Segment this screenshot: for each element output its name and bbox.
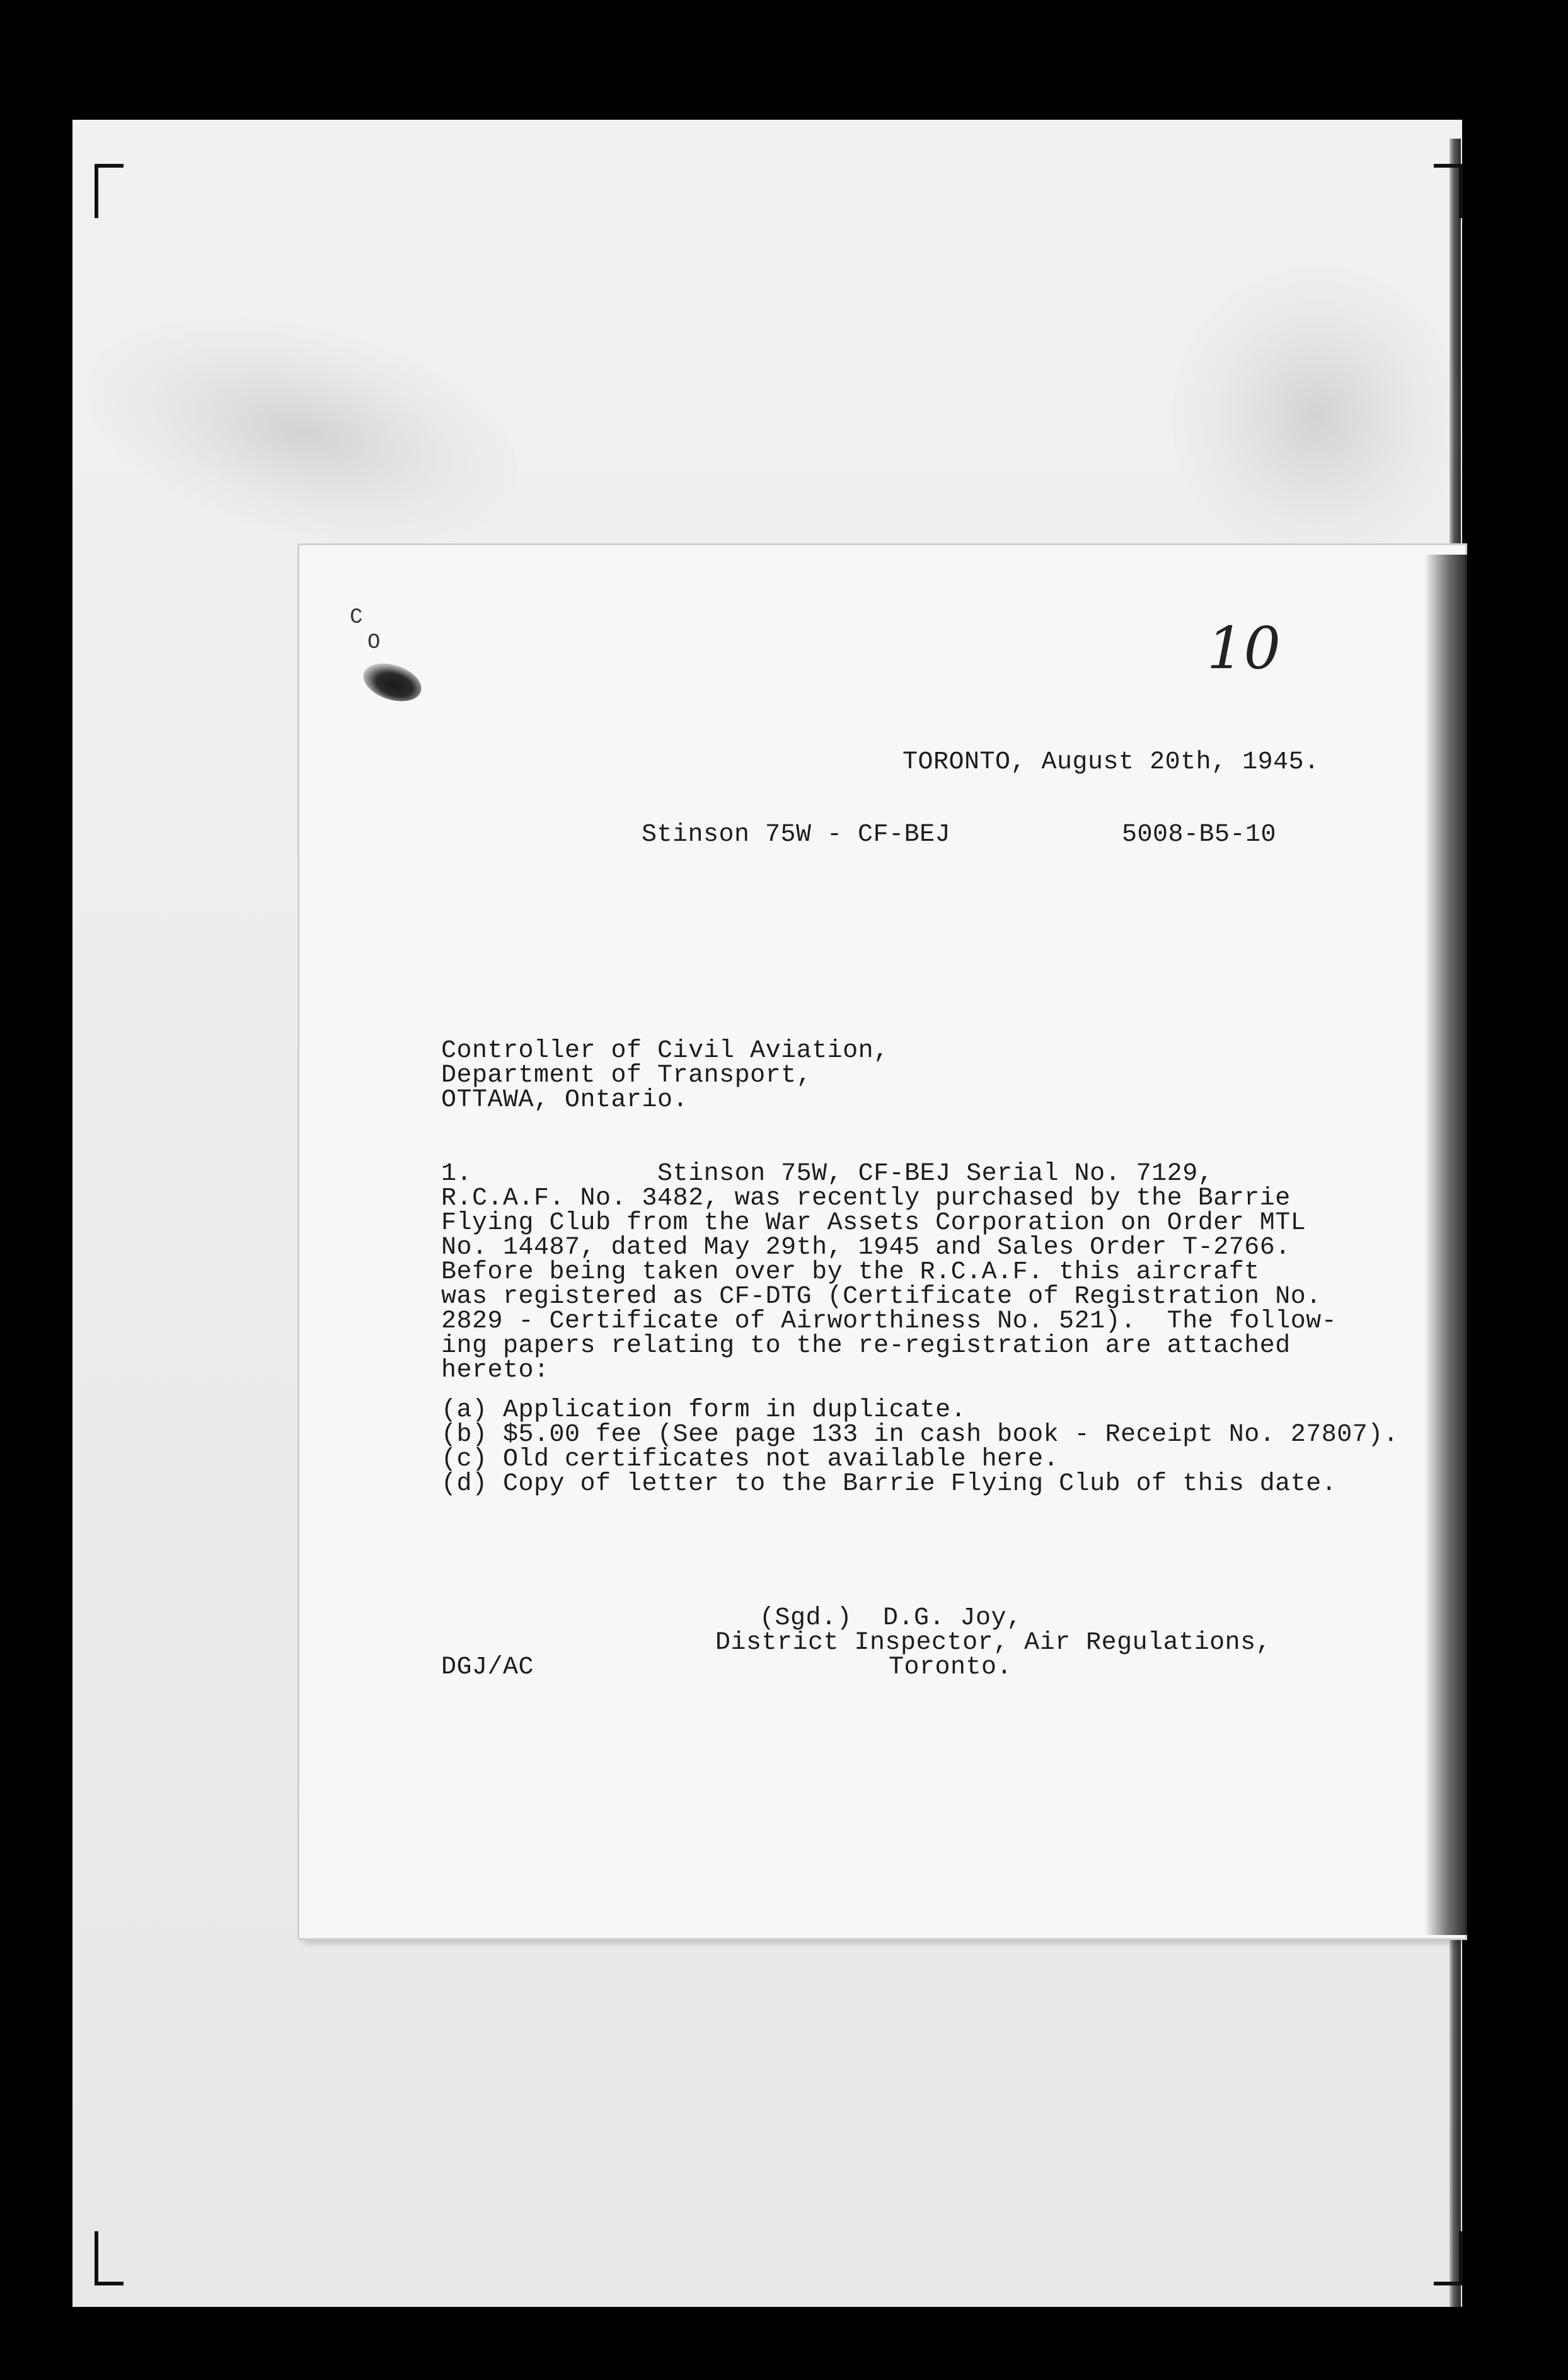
corner-letter: C: [350, 606, 363, 630]
sheet-shadow: [1424, 555, 1468, 1935]
paragraph-line: hereto:: [441, 1356, 550, 1385]
place-and-date: TORONTO, August 20th, 1945.: [902, 748, 1320, 777]
paragraph-line: No. 14487, dated May 29th, 1945 and Sales Order T-2766.: [441, 1233, 1291, 1262]
addressee-line: Department of Transport,: [441, 1061, 812, 1090]
enclosure-item: (a) Application form in duplicate.: [441, 1396, 967, 1424]
crop-mark-top-right: [1434, 164, 1463, 218]
paragraph-line: 1. Stinson 75W, CF-BEJ Serial No. 7129,: [441, 1160, 1214, 1188]
enclosure-item: (d) Copy of letter to the Barrie Flying Club of this date.: [441, 1470, 1337, 1498]
paragraph-line: Flying Club from the War Assets Corporation on Order MTL: [441, 1209, 1306, 1237]
paragraph-line: ing papers relating to the re-registration are attached: [441, 1332, 1291, 1360]
signature-name: (Sgd.) D.G. Joy,: [759, 1604, 1022, 1632]
paragraph-line: 2829 - Certificate of Airworthiness No. 521). The follow-: [441, 1307, 1337, 1336]
reference-initials: DGJ/AC: [441, 1653, 534, 1682]
signature-title: District Inspector, Air Regulations,: [715, 1629, 1272, 1657]
paragraph-line: R.C.A.F. No. 3482, was recently purchased by the Barrie: [441, 1184, 1291, 1213]
signature-location: Toronto.: [889, 1653, 1013, 1682]
enclosure-item: (b) $5.00 fee (See page 133 in cash book - Receipt No. 27807).: [441, 1421, 1399, 1449]
corner-letter: O: [367, 631, 381, 655]
file-number: 5008-B5-10: [1122, 821, 1277, 849]
paragraph-line: Before being taken over by the R.C.A.F. this aircraft: [441, 1258, 1260, 1286]
crop-mark-top-left: [95, 164, 124, 218]
enclosure-item: (c) Old certificates not available here.: [441, 1445, 1059, 1474]
corner-annotation: [350, 605, 380, 656]
addressee-line: Controller of Civil Aviation,: [441, 1037, 889, 1065]
subject-line: Stinson 75W - CF-BEJ: [642, 821, 951, 849]
paper-fibre-smudge: [1172, 265, 1462, 567]
crop-mark-bottom-left: [95, 2231, 124, 2285]
handwritten-page-number: 10: [1207, 615, 1281, 682]
crop-mark-bottom-right: [1434, 2231, 1463, 2285]
paragraph-line: was registered as CF-DTG (Certificate of Registration No.: [441, 1283, 1322, 1311]
addressee-line: OTTAWA, Ontario.: [441, 1086, 689, 1114]
